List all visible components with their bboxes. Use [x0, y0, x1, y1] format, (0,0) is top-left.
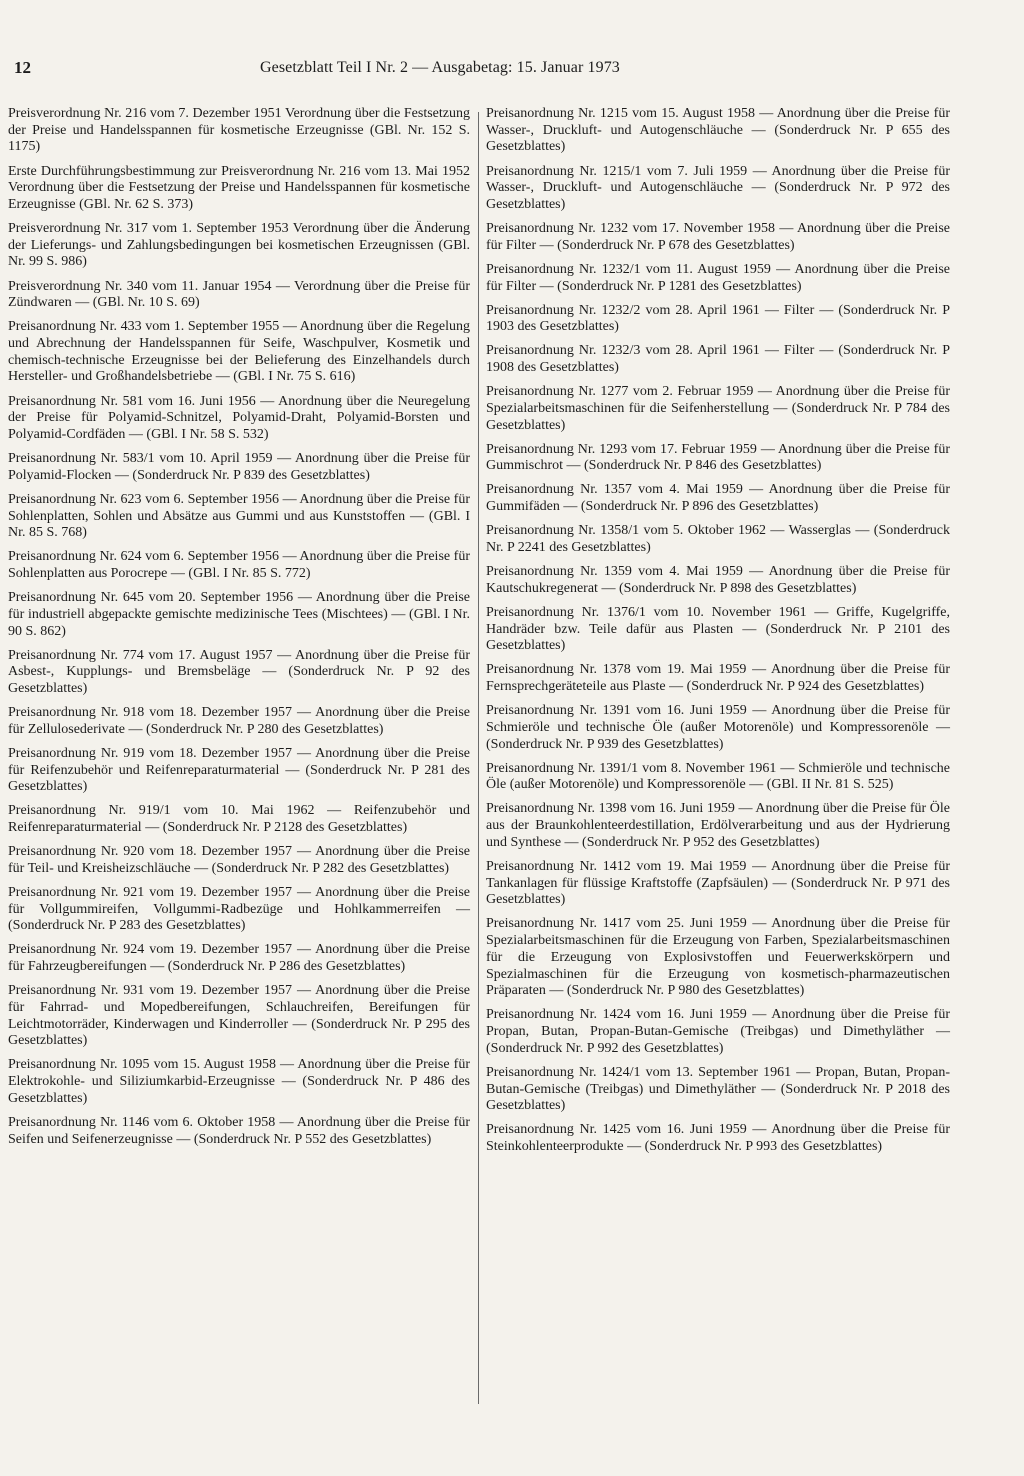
ordinance-entry: Preisanordnung Nr. 1215/1 vom 7. Juli 1959 — Anordnung über die Preise für Wasser-, Druckluft- und Autogenschläuche — (Sonderdruck Nr. P 972 des Gesetzblattes) — [486, 163, 950, 212]
ordinance-entry: Preisanordnung Nr. 1376/1 vom 10. November 1961 — Griffe, Kugelgriffe, Handräder bzw. Teile dafür aus Plasten — (Sonderdruck Nr. P 2101 des Gesetzblattes) — [486, 604, 950, 654]
ordinance-entry: Preisanordnung Nr. 919/1 vom 10. Mai 1962 — Reifenzubehör und Reifenreparaturmaterial — (Sonderdruck Nr. P 2128 des Gesetzblattes) — [8, 803, 470, 836]
ordinance-entry: Preisanordnung Nr. 920 vom 18. Dezember 1957 — Anordnung über die Preise für Teil- und Kreisheizschläuche — (Sonderdruck Nr. P 282 des Gesetzblattes) — [8, 844, 470, 876]
ordinance-entry: Preisanordnung Nr. 433 vom 1. September 1955 — Anordnung über die Regelung und Abrechnung der Handelsspannen für Seife, Waschpulver, Kosmetik und chemisch-technische Erzeugnisse bei der Belieferung des Einzelhandels durch Hersteller- und Großhandelsbetriebe — (GBl. I Nr. 75 S. 616) — [8, 319, 470, 385]
ordinance-entry: Preisanordnung Nr. 1277 vom 2. Februar 1959 — Anordnung über die Preise für Spezialarbeitsmaschinen für die Seifenherstellung — (Sonderdruck Nr. P 784 des Gesetzblattes) — [486, 384, 950, 433]
ordinance-entry: Preisanordnung Nr. 774 vom 17. August 1957 — Anordnung über die Preise für Asbest-, Kupplungs- und Bremsbeläge — (Sonderdruck Nr. P 92 des Gesetzblattes) — [8, 647, 470, 696]
ordinance-entry: Erste Durchführungsbestimmung zur Preisverordnung Nr. 216 vom 13. Mai 1952 Verordnung über die Festsetzung der Preise und Handelsspannen für kosmetische Erzeugnisse (GBl. Nr. 62 S. 373) — [8, 163, 470, 212]
ordinance-entry: Preisanordnung Nr. 1391 vom 16. Juni 1959 — Anordnung über die Preise für Schmieröle und technische Öle (außer Motorenöle) und Kompressorenöle — (Sonderdruck Nr. P 939 des Gesetzblattes) — [486, 703, 950, 752]
page-number: 12 — [14, 58, 31, 77]
ordinance-entry: Preisanordnung Nr. 1232/3 vom 28. April 1961 — Filter — (Sonderdruck Nr. P 1908 des Gesetzblattes) — [486, 343, 950, 376]
ordinance-entry: Preisverordnung Nr. 216 vom 7. Dezember 1951 Verordnung über die Festsetzung der Preise und Handelsspannen für kosmetische Erzeugnisse (GBl. Nr. 152 S. 1175) — [8, 106, 470, 155]
ordinance-entry: Preisanordnung Nr. 623 vom 6. September 1956 — Anordnung über die Preise für Sohlenplatten, Sohlen und Absätze aus Gummi und aus Kunststoffen — (GBl. I Nr. 85 S. 768) — [8, 491, 470, 541]
ordinance-entry: Preisanordnung Nr. 1146 vom 6. Oktober 1958 — Anordnung über die Preise für Seifen und Seifenerzeugnisse — (Sonderdruck Nr. P 552 des Gesetzblattes) — [8, 1114, 470, 1147]
ordinance-entry: Preisanordnung Nr. 1232/1 vom 11. August 1959 — Anordnung über die Preise für Filter — (Sonderdruck Nr. P 1281 des Gesetzblattes) — [486, 261, 950, 294]
ordinance-entry: Preisanordnung Nr. 918 vom 18. Dezember 1957 — Anordnung über die Preise für Zellulosederivate — (Sonderdruck Nr. P 280 des Gesetzblattes) — [8, 705, 470, 737]
ordinance-entry: Preisanordnung Nr. 1398 vom 16. Juni 1959 — Anordnung über die Preise für Öle aus der Braunkohlenteerdestillation, Erdölverarbeitung und aus der Hydrierung und Synthese — (Sonderdruck Nr. P 952 des Gesetzblattes) — [486, 801, 950, 850]
page-header — [14, 58, 984, 82]
ordinance-entry: Preisanordnung Nr. 1412 vom 19. Mai 1959 — Anordnung über die Preise für Tankanlagen für flüssige Kraftstoffe (Zapfsäulen) — (Sonderdruck Nr. P 971 des Gesetzblattes) — [486, 858, 950, 908]
ordinance-entry: Preisverordnung Nr. 317 vom 1. September 1953 Verordnung über die Änderung der Lieferungs- und Zahlungsbedingungen bei kosmetischen Erzeugnissen (GBl. Nr. 99 S. 986) — [8, 221, 470, 270]
left-column — [8, 106, 470, 1156]
ordinance-entry: Preisanordnung Nr. 1424 vom 16. Juni 1959 — Anordnung über die Preise für Propan, Butan, Propan-Butan-Gemische (Treibgas) und Dimethyläther — (Sonderdruck Nr. P 992 des Gesetzblattes) — [486, 1007, 950, 1056]
ordinance-entry: Preisanordnung Nr. 1293 vom 17. Februar 1959 — Anordnung über die Preise für Gummischrot — (Sonderdruck Nr. P 846 des Gesetzblattes) — [486, 441, 950, 474]
ordinance-entry: Preisanordnung Nr. 1391/1 vom 8. November 1961 — Schmieröle und technische Öle (außer Motorenöle) und Kompressorenöle — (GBl. II Nr. 81 S. 525) — [486, 760, 950, 793]
ordinance-entry: Preisanordnung Nr. 924 vom 19. Dezember 1957 — Anordnung über die Preise für Fahrzeugbereifungen — (Sonderdruck Nr. P 286 des Gesetzblattes) — [8, 942, 470, 975]
ordinance-entry: Preisanordnung Nr. 1417 vom 25. Juni 1959 — Anordnung über die Preise für Spezialarbeitsmaschinen für die Erzeugung von Farben, Spezialarbeitsmaschinen für die Erzeugung von Explosivstoffen und Feuerwerkskörpern und Spezialmaschinen für die Erzeugung von kosmetisch-pharmazeutischen Präparaten — (Sonderdruck Nr. P 980 des Gesetzblattes) — [486, 916, 950, 999]
ordinance-entry: Preisanordnung Nr. 921 vom 19. Dezember 1957 — Anordnung über die Preise für Vollgummireifen, Vollgummi-Radbezüge und Hohlkammerreifen — (Sonderdruck Nr. P 283 des Gesetzblattes) — [8, 884, 470, 934]
ordinance-entry: Preisanordnung Nr. 1424/1 vom 13. September 1961 — Propan, Butan, Propan-Butan-Gemische (Treibgas) und Dimethyläther — (Sonderdruck Nr. P 2018 des Gesetzblattes) — [486, 1064, 950, 1114]
ordinance-entry: Preisanordnung Nr. 1232/2 vom 28. April 1961 — Filter — (Sonderdruck Nr. P 1903 des Gesetzblattes) — [486, 302, 950, 335]
ordinance-entry: Preisanordnung Nr. 645 vom 20. September 1956 — Anordnung über die Preise für industriell abgepackte gemischte medizinische Tees (Mischtees) — (GBl. I Nr. 90 S. 862) — [8, 590, 470, 639]
ordinance-entry: Preisanordnung Nr. 1232 vom 17. November 1958 — Anordnung über die Preise für Filter — (Sonderdruck Nr. P 678 des Gesetzblattes) — [486, 221, 950, 253]
column-divider — [478, 112, 479, 1404]
right-column — [486, 106, 950, 1163]
ordinance-entry: Preisanordnung Nr. 581 vom 16. Juni 1956 — Anordnung über die Neuregelung der Preise für Polyamid-Schnitzel, Polyamid-Draht, Polyamid-Borsten und Polyamid-Cordfäden — (GBl. I Nr. 58 S. 532) — [8, 393, 470, 442]
ordinance-entry: Preisanordnung Nr. 1358/1 vom 5. Oktober 1962 — Wasserglas — (Sonderdruck Nr. P 2241 des Gesetzblattes) — [486, 523, 950, 555]
ordinance-entry: Preisanordnung Nr. 931 vom 19. Dezember 1957 — Anordnung über die Preise für Fahrrad- und Mopedbereifungen, Schlauchreifen, Bereifungen für Leichtmotorräder, Kinderwagen und Kinderroller — (Sonderdruck Nr. P 295 des Gesetzblattes) — [8, 983, 470, 1049]
ordinance-entry: Preisverordnung Nr. 340 vom 11. Januar 1954 — Verordnung über die Preise für Zündwaren — (GBl. Nr. 10 S. 69) — [8, 278, 470, 311]
ordinance-entry: Preisanordnung Nr. 919 vom 18. Dezember 1957 — Anordnung über die Preise für Reifenzubehör und Reifenreparaturmaterial — (Sonderdruck Nr. P 281 des Gesetzblattes) — [8, 745, 470, 795]
ordinance-entry: Preisanordnung Nr. 1215 vom 15. August 1958 — Anordnung über die Preise für Wasser-, Druckluft- und Autogenschläuche — (Sonderdruck Nr. P 655 des Gesetzblattes) — [486, 106, 950, 155]
ordinance-entry: Preisanordnung Nr. 1425 vom 16. Juni 1959 — Anordnung über die Preise für Steinkohlenteerprodukte — (Sonderdruck Nr. P 993 des Gesetzblattes) — [486, 1122, 950, 1155]
ordinance-entry: Preisanordnung Nr. 583/1 vom 10. April 1959 — Anordnung über die Preise für Polyamid-Flocken — (Sonderdruck Nr. P 839 des Gesetzblattes) — [8, 451, 470, 483]
ordinance-entry: Preisanordnung Nr. 1378 vom 19. Mai 1959 — Anordnung über die Preise für Fernsprechgeräteteile aus Plaste — (Sonderdruck Nr. P 924 des Gesetzblattes) — [486, 662, 950, 695]
ordinance-entry: Preisanordnung Nr. 1359 vom 4. Mai 1959 — Anordnung über die Preise für Kautschukregenerat — (Sonderdruck Nr. P 898 des Gesetzblattes) — [486, 564, 950, 596]
header-title: Gesetzblatt Teil I Nr. 2 — Ausgabetag: 15. Januar 1973 — [260, 59, 620, 76]
ordinance-entry: Preisanordnung Nr. 624 vom 6. September 1956 — Anordnung über die Preise für Sohlenplatten aus Porocrepe — (GBl. I Nr. 85 S. 772) — [8, 549, 470, 581]
ordinance-entry: Preisanordnung Nr. 1095 vom 15. August 1958 — Anordnung über die Preise für Elektrokohle- und Siliziumkarbid-Erzeugnisse — (Sonderdruck Nr. P 486 des Gesetzblattes) — [8, 1057, 470, 1106]
ordinance-entry: Preisanordnung Nr. 1357 vom 4. Mai 1959 — Anordnung über die Preise für Gummifäden — (Sonderdruck Nr. P 896 des Gesetzblattes) — [486, 482, 950, 515]
